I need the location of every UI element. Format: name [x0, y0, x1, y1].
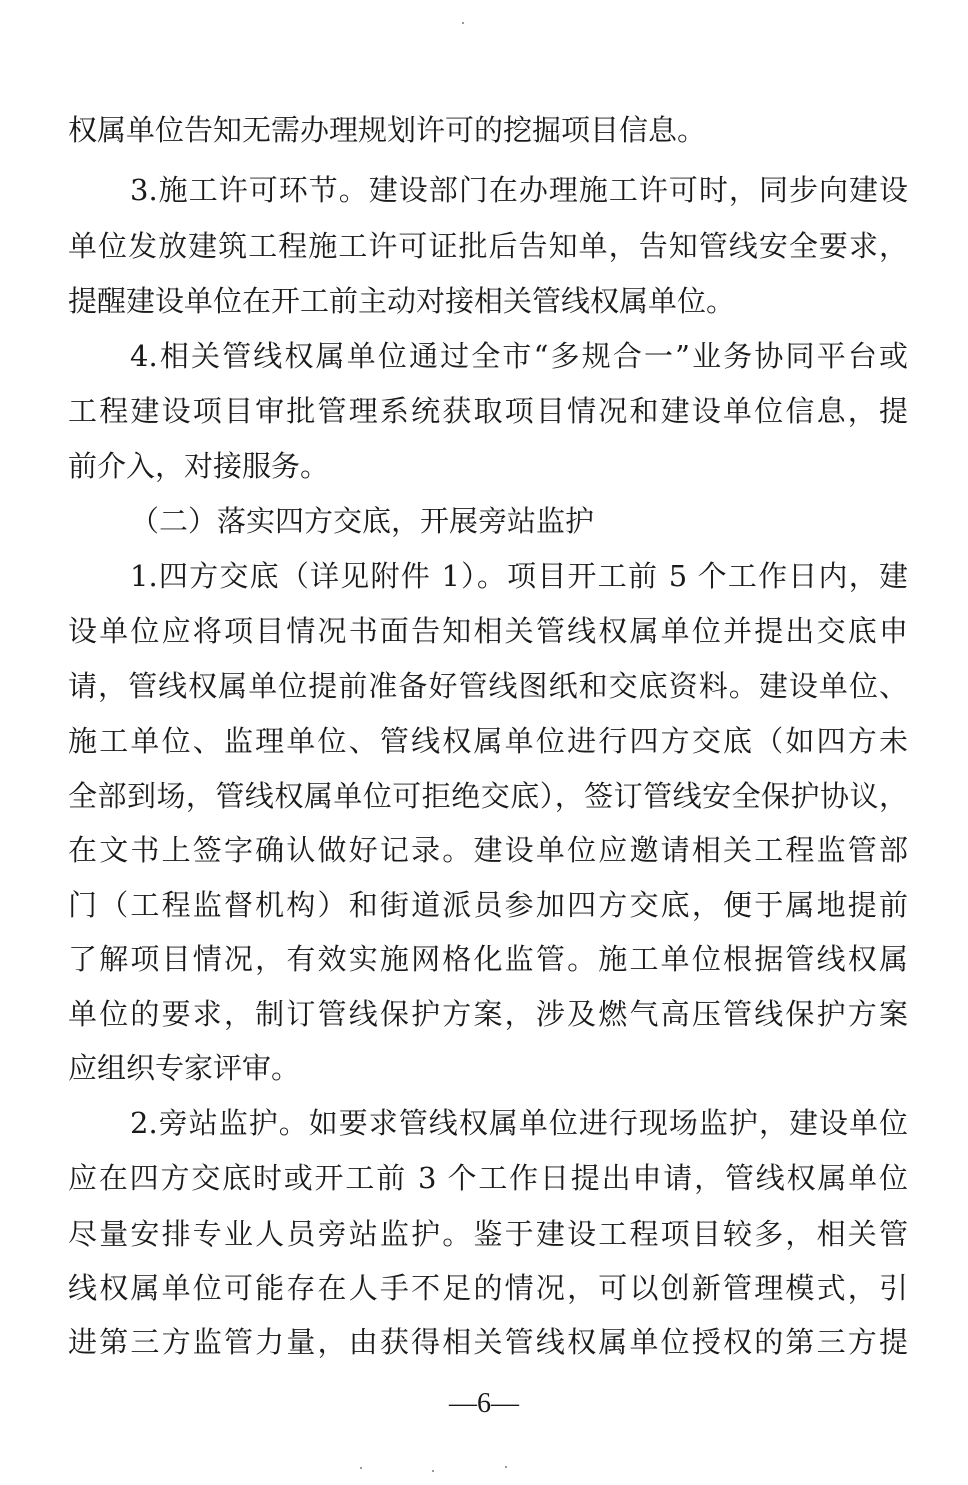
text-line: 提醒建设单位在开工前主动对接相关管线权属单位。 [68, 284, 736, 318]
text-line: 应组织专家评审。 [68, 1051, 301, 1085]
text-line: 线权属单位可能存在人手不足的情况，可以创新管理模式，引 [68, 1271, 908, 1305]
text-line: 尽量安排专业人员旁站监护。鉴于建设工程项目较多，相关管 [68, 1217, 908, 1251]
text-line: 3.施工许可环节。建设部门在办理施工许可时，同步向建设 [130, 173, 908, 207]
text-line: 全部到场，管线权属单位可拒绝交底），签订管线安全保护协议， [68, 779, 908, 813]
text-line: 应在四方交底时或开工前 3 个工作日提出申请，管线权属单位 [68, 1161, 908, 1195]
scan-speck [462, 22, 464, 24]
text-line: 在文书上签字确认做好记录。建设单位应邀请相关工程监管部 [68, 833, 908, 867]
text-line: 进第三方监管力量，由获得相关管线权属单位授权的第三方提 [68, 1325, 908, 1359]
text-line: 1.四方交底（详见附件 1）。项目开工前 5 个工作日内，建 [130, 559, 908, 593]
text-line: 设单位应将项目情况书面告知相关管线权属单位并提出交底申 [68, 614, 908, 648]
scan-speck [505, 1466, 507, 1468]
text-line: 施工单位、监理单位、管线权属单位进行四方交底（如四方未 [68, 724, 908, 758]
scan-speck [360, 1467, 362, 1469]
text-line: 了解项目情况，有效实施网格化监管。施工单位根据管线权属 [68, 942, 908, 976]
text-line: 2.旁站监护。如要求管线权属单位进行现场监护，建设单位 [130, 1106, 908, 1140]
text-line: 门（工程监督机构）和街道派员参加四方交底，便于属地提前 [68, 888, 908, 922]
text-line: 请，管线权属单位提前准备好管线图纸和交底资料。建设单位、 [68, 669, 908, 703]
text-line: 单位的要求，制订管线保护方案，涉及燃气高压管线保护方案 [68, 997, 908, 1031]
text-line: 4.相关管线权属单位通过全市“多规合一”业务协同平台或 [130, 339, 908, 373]
page-number: —6— [449, 1388, 519, 1419]
text-line: 单位发放建筑工程施工许可证批后告知单，告知管线安全要求， [68, 229, 908, 263]
section-heading: （二）落实四方交底，开展旁站监护 [130, 504, 595, 538]
text-line: 工程建设项目审批管理系统获取项目情况和建设单位信息，提 [68, 394, 908, 428]
scan-speck [432, 1470, 434, 1472]
text-line: 前介入，对接服务。 [68, 449, 330, 483]
text-line: 权属单位告知无需办理规划许可的挖掘项目信息。 [68, 113, 707, 147]
